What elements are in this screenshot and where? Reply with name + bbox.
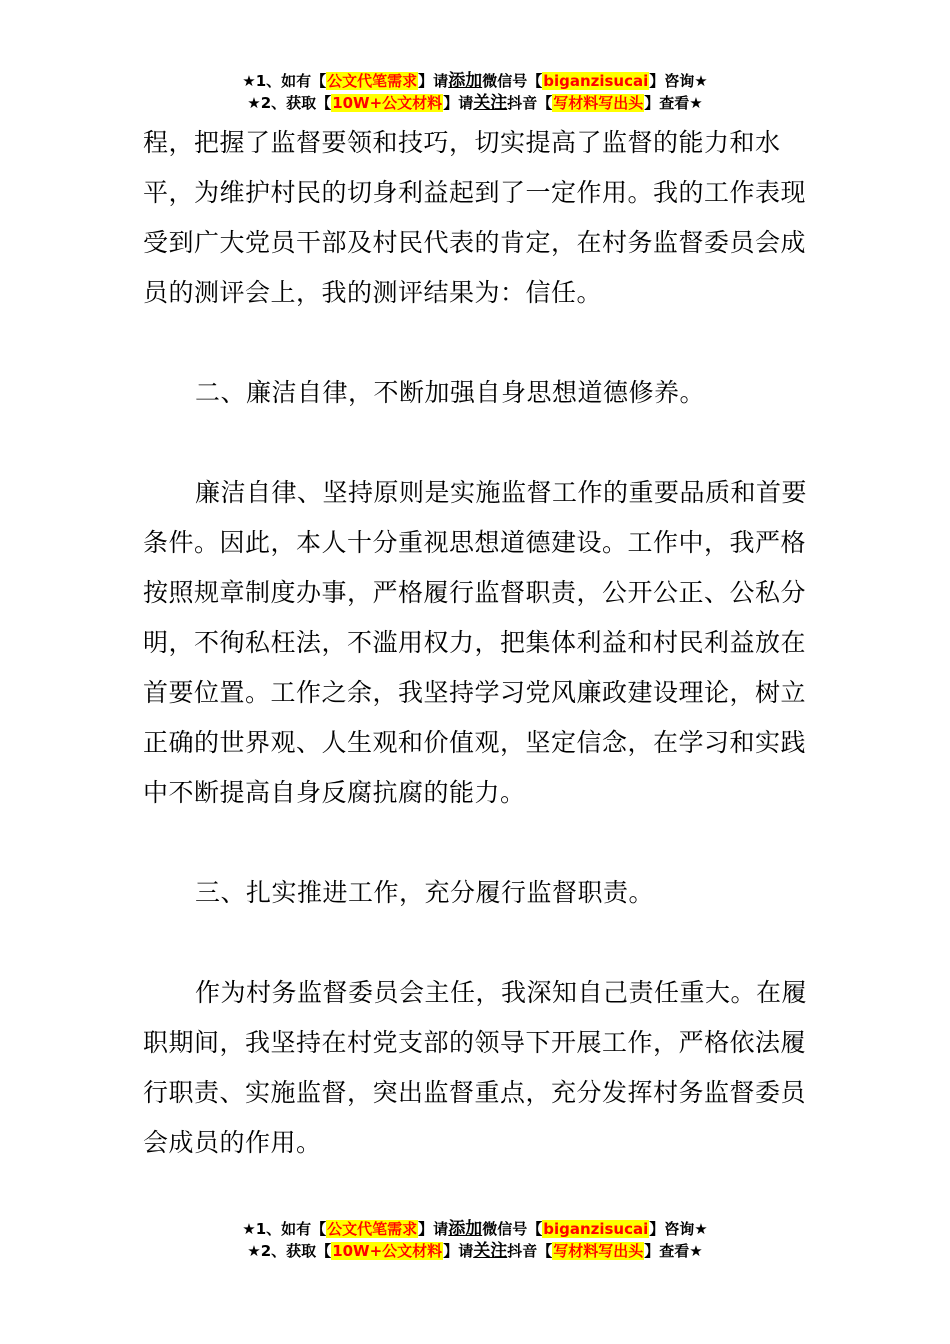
- section-heading-3: 三、扎实推进工作，充分履行监督职责。: [195, 878, 655, 907]
- document-body: [143, 118, 813, 1168]
- banner-emphasis: 添加: [448, 71, 483, 91]
- banner-line-1: [0, 70, 950, 92]
- paragraph-gap: [143, 818, 813, 868]
- highlight-materials: 10W+公文材料: [332, 1242, 443, 1260]
- highlight-service: 公文代笔需求: [327, 1220, 418, 1238]
- banner-text: 】查看★: [644, 1242, 703, 1260]
- paragraph-gap: [143, 418, 813, 468]
- section-heading-2: 二、廉洁自律，不断加强自身思想道德修养。: [195, 378, 706, 407]
- banner-emphasis: 关注: [473, 93, 508, 113]
- banner-text: ★2、获取【: [247, 94, 332, 112]
- highlight-douyin-account: 写材料写出头: [553, 94, 644, 112]
- banner-text: 抖音【: [507, 1242, 553, 1260]
- banner-text: ★1、如有【: [242, 1220, 327, 1238]
- banner-text: ★1、如有【: [242, 72, 327, 90]
- banner-text: 】咨询★: [649, 1220, 708, 1238]
- paragraph-integrity: 廉洁自律、坚持原则是实施监督工作的重要品质和首要条件。因此，本人十分重视思想道德建设。工作中，我严格按照规章制度办事，严格履行监督职责，公开公正、公私分明，不徇私枉法，不滥用权力，把集体利益和村民利益放在首要位置。工作之余，我坚持学习党风廉政建设理论，树立正确的世界观、人生观和价值观，坚定信念，在学习和实践中不断提高自身反腐抗腐的能力。: [143, 478, 808, 807]
- banner-emphasis: 添加: [448, 1219, 483, 1239]
- banner-line-2: [0, 92, 950, 114]
- highlight-wechat-id: biganzisucai: [543, 1220, 649, 1238]
- paragraph-continuation: 程，把握了监督要领和技巧，切实提高了监督的能力和水平，为维护村民的切身利益起到了一定作用。我的工作表现受到广大党员干部及村民代表的肯定，在村务监督委员会成员的测评会上，我的测评结果为：信任。: [143, 128, 807, 307]
- banner-text: 】查看★: [644, 94, 703, 112]
- banner-emphasis: 关注: [473, 1241, 508, 1261]
- banner-text: ★2、获取【: [247, 1242, 332, 1260]
- highlight-wechat-id: biganzisucai: [543, 72, 649, 90]
- banner-text: 】请: [443, 1242, 474, 1260]
- banner-text: 微信号【: [482, 1220, 543, 1238]
- paragraph-gap: [143, 318, 813, 368]
- highlight-materials: 10W+公文材料: [332, 94, 443, 112]
- highlight-douyin-account: 写材料写出头: [553, 1242, 644, 1260]
- banner-text: 】请: [418, 72, 449, 90]
- highlight-service: 公文代笔需求: [327, 72, 418, 90]
- paragraph-gap: [143, 918, 813, 968]
- banner-line-2: [0, 1240, 950, 1262]
- paragraph-duties: 作为村务监督委员会主任，我深知自己责任重大。在履职期间，我坚持在村党支部的领导下开展工作，严格依法履行职责、实施监督，突出监督重点，充分发挥村务监督委员会成员的作用。: [143, 978, 808, 1157]
- banner-text: 】请: [418, 1220, 449, 1238]
- footer-banner: [0, 1218, 950, 1262]
- banner-text: 】请: [443, 94, 474, 112]
- banner-text: 抖音【: [507, 94, 553, 112]
- banner-text: 】咨询★: [649, 72, 708, 90]
- header-banner: [0, 70, 950, 114]
- banner-text: 微信号【: [482, 72, 543, 90]
- banner-line-1: [0, 1218, 950, 1240]
